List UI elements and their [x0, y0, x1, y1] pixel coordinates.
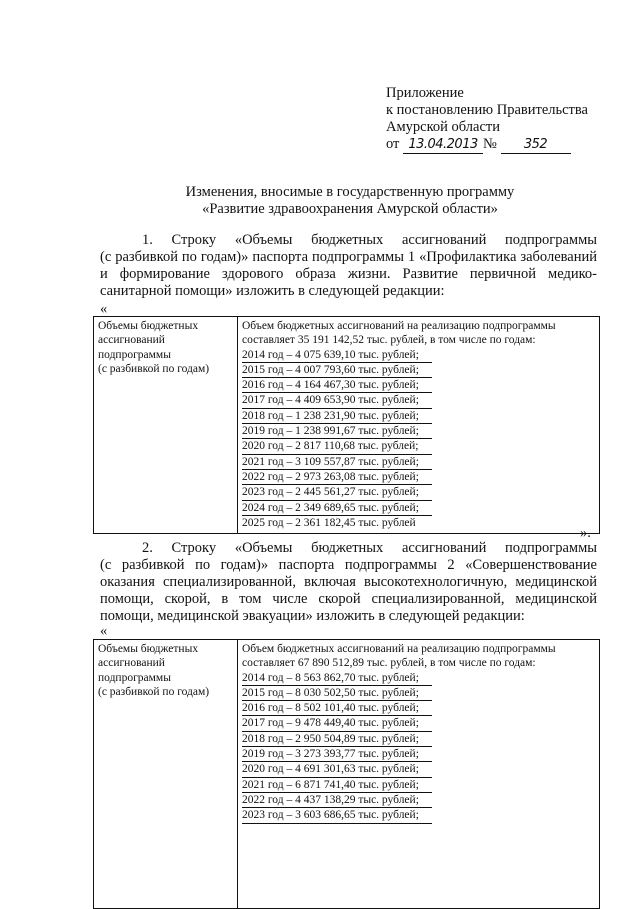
year-item: 2018 год – 1 238 231,90 тыс. рублей;	[242, 409, 432, 424]
table-row	[94, 640, 600, 909]
budget-total-line: Объем бюджетных ассигнований на реализацию подпрограммы	[242, 643, 556, 655]
year-list	[242, 348, 596, 531]
item-1-close-quote: ».	[580, 525, 591, 541]
document-title	[100, 184, 600, 218]
item-2-budget-table	[93, 639, 600, 909]
appendix-number-sign: №	[483, 136, 497, 152]
year-item: 2025 год – 2 361 182,45 тыс. рублей	[242, 516, 416, 529]
label-line: Объемы бюджетных	[98, 320, 199, 332]
title-line-2: «Развитие здравоохранения Амурской области»	[202, 201, 498, 217]
item-1-budget-table	[93, 316, 600, 534]
item-2-line: 2. Строку «Объемы бюджетных ассигнований подпрограммы	[142, 540, 597, 556]
item-2-line: помощи, медицинской эвакуации» изложить в следующей редакции:	[100, 608, 525, 624]
item-2-line: оказания специализированной, включая высокотехнологичную, медицинской	[100, 574, 597, 590]
year-item: 2014 год – 4 075 639,10 тыс. рублей;	[242, 348, 432, 363]
budget-value-cell	[238, 317, 600, 534]
item-1-open-quote: «	[100, 301, 108, 317]
year-item: 2020 год – 4 691 301,63 тыс. рублей;	[242, 762, 432, 777]
budget-total-line: Объем бюджетных ассигнований на реализацию подпрограммы	[242, 320, 556, 332]
label-line: (с разбивкой по годам)	[98, 362, 210, 375]
label-line: ассигнований	[98, 657, 165, 670]
year-item: 2023 год – 2 445 561,27 тыс. рублей;	[242, 485, 432, 500]
year-item: 2016 год – 4 164 467,30 тыс. рублей;	[242, 378, 432, 393]
title-line-1: Изменения, вносимые в государственную программу	[185, 184, 515, 200]
item-1-line: 1. Строку «Объемы бюджетных ассигнований подпрограммы	[142, 232, 597, 248]
year-item: 2015 год – 4 007 793,60 тыс. рублей;	[242, 363, 432, 378]
year-list	[242, 671, 596, 824]
item-2-open-quote: «	[100, 623, 108, 639]
year-item: 2014 год – 8 563 862,70 тыс. рублей;	[242, 671, 432, 686]
item-1-line: санитарной помощи» изложить в следующей редакции:	[100, 283, 445, 299]
budget-label-cell	[94, 640, 238, 909]
item-1-line: и формирование здорового образа жизни. Развитие первичной медико-	[100, 266, 597, 282]
year-item: 2016 год – 8 502 101,40 тыс. рублей;	[242, 701, 432, 716]
item-1-paragraph	[100, 232, 597, 300]
item-2-line: помощи, скорой, в том числе скорой специализированной, медицинской	[100, 591, 597, 607]
item-2-paragraph	[100, 540, 597, 625]
year-item: 2023 год – 3 603 686,65 тыс. рублей;	[242, 808, 432, 823]
year-item: 2018 год – 2 950 504,89 тыс. рублей;	[242, 732, 432, 747]
year-item: 2017 год – 9 478 449,40 тыс. рублей;	[242, 716, 432, 731]
year-item: 2021 год – 6 871 741,40 тыс. рублей;	[242, 778, 432, 793]
year-item: 2024 год – 2 349 689,65 тыс. рублей;	[242, 501, 432, 516]
appendix-region: Амурской области	[386, 119, 500, 135]
appendix-number: 352	[501, 136, 571, 154]
year-item: 2020 год – 2 817 110,68 тыс. рублей;	[242, 439, 432, 454]
appendix-date-prefix: от	[386, 136, 400, 152]
year-item: 2015 год – 8 030 502,50 тыс. рублей;	[242, 686, 432, 701]
year-item: 2017 год – 4 409 653,90 тыс. рублей;	[242, 393, 432, 408]
budget-label-cell	[94, 317, 238, 534]
appendix-title: Приложение	[386, 85, 464, 101]
budget-total-line: составляет 67 890 512,89 тыс. рублей, в том числе по годам:	[242, 657, 536, 670]
label-line: ассигнований	[98, 334, 165, 347]
budget-total-line: составляет 35 191 142,52 тыс. рублей, в том числе по годам:	[242, 334, 536, 347]
appendix-header	[386, 85, 588, 154]
year-item: 2022 год – 4 437 138,29 тыс. рублей;	[242, 793, 432, 808]
item-1-line: (с разбивкой по годам)» паспорта подпрограммы 1 «Профилактика заболеваний	[100, 249, 597, 265]
label-line: (с разбивкой по годам)	[98, 685, 210, 698]
item-2-line: (с разбивкой по годам)» паспорта подпрограммы 2 «Совершенствование	[100, 557, 597, 573]
label-line: подпрограммы	[98, 348, 171, 361]
year-item: 2019 год – 3 273 393,77 тыс. рублей;	[242, 747, 432, 762]
label-line: Объемы бюджетных	[98, 643, 199, 655]
year-item: 2022 год – 2 973 263,08 тыс. рублей;	[242, 470, 432, 485]
table-row	[94, 317, 600, 534]
appendix-date: 13.04.2013	[403, 136, 483, 154]
appendix-date-line	[386, 136, 588, 154]
year-item: 2019 год – 1 238 991,67 тыс. рублей;	[242, 424, 432, 439]
appendix-decree: к постановлению Правительства	[386, 102, 588, 118]
year-item: 2021 год – 3 109 557,87 тыс. рублей;	[242, 455, 432, 470]
label-line: подпрограммы	[98, 671, 171, 684]
budget-value-cell	[238, 640, 600, 909]
